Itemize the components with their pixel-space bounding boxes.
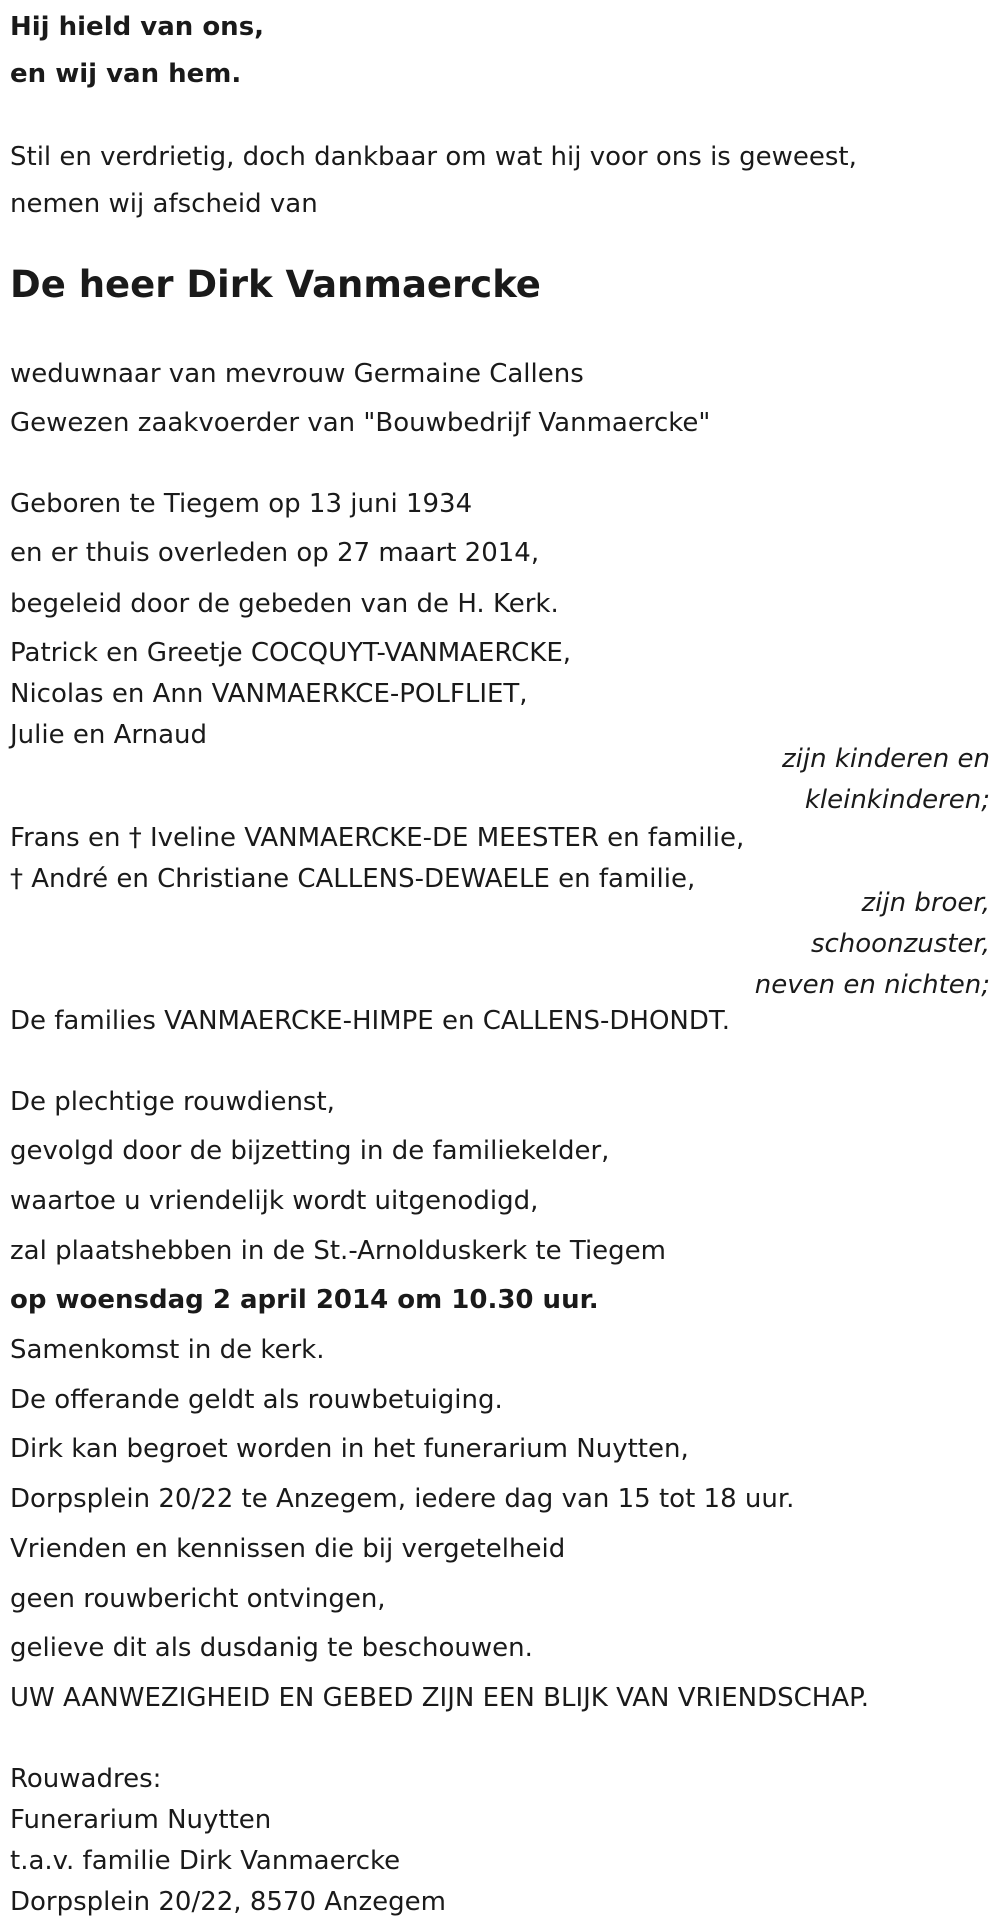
families-line: De families VANMAERCKE-HIMPE en CALLENS-DHONDT. [10,1006,730,1036]
death-line: en er thuis overleden op 27 maart 2014, [10,538,540,568]
children-caption-1: zijn kinderen en [782,744,990,774]
address-line-2: t.a.v. familie Dirk Vanmaercke [10,1846,401,1876]
opening-line-1: Hij hield van ons, [10,12,265,42]
intro-line-2: nemen wij afscheid van [10,189,318,219]
deceased-name: De heer Dirk Vanmaercke [10,263,541,306]
deceased-relation: weduwnaar van mevrouw Germaine Callens [10,359,584,389]
siblings-caption-2: schoonzuster, [810,929,990,959]
address-line-1: Funerarium Nuytten [10,1805,272,1835]
address-label: Rouwadres: [10,1764,162,1794]
service-line-10: Vrienden en kennissen die bij vergetelheid [10,1534,566,1564]
service-line-8: Dirk kan begroet worden in het funerarium Nuytten, [10,1434,689,1464]
children-caption-2: kleinkinderen; [804,785,990,815]
opening-line-2: en wij van hem. [10,59,242,89]
siblings-caption-1: zijn broer, [861,888,990,918]
service-line-7: De offerande geldt als rouwbetuiging. [10,1385,503,1415]
siblings-line-2: † André en Christiane CALLENS-DEWAELE en familie, [10,864,696,894]
service-line-9: Dorpsplein 20/22 te Anzegem, iedere dag van 15 tot 18 uur. [10,1484,795,1514]
service-line-2: gevolgd door de bijzetting in de familiekelder, [10,1136,610,1166]
service-line-11: geen rouwbericht ontvingen, [10,1584,386,1614]
service-line-3: waartoe u vriendelijk wordt uitgenodigd, [10,1186,539,1216]
service-line-13: UW AANWEZIGHEID EN GEBED ZIJN EEN BLIJK VAN VRIENDSCHAP. [10,1683,870,1713]
blessing-line: begeleid door de gebeden van de H. Kerk. [10,589,559,619]
service-line-1: De plechtige rouwdienst, [10,1087,335,1117]
service-line-12: gelieve dit als dusdanig te beschouwen. [10,1633,533,1663]
deceased-occupation: Gewezen zaakvoerder van "Bouwbedrijf Vanmaercke" [10,408,711,438]
birth-line: Geboren te Tiegem op 13 juni 1934 [10,489,473,519]
address-line-3: Dorpsplein 20/22, 8570 Anzegem [10,1887,446,1917]
intro-line-1: Stil en verdrietig, doch dankbaar om wat hij voor ons is geweest, [10,142,857,172]
children-line-2: Nicolas en Ann VANMAERKCE-POLFLIET, [10,679,528,709]
service-line-6: Samenkomst in de kerk. [10,1335,325,1365]
service-datetime: op woensdag 2 april 2014 om 10.30 uur. [10,1285,599,1315]
children-line-1: Patrick en Greetje COCQUYT-VANMAERCKE, [10,638,572,668]
siblings-line-1: Frans en † Iveline VANMAERCKE-DE MEESTER en familie, [10,823,745,853]
service-line-4: zal plaatshebben in de St.-Arnolduskerk te Tiegem [10,1236,667,1266]
siblings-caption-3: neven en nichten; [754,970,990,1000]
children-line-3: Julie en Arnaud [10,720,208,750]
